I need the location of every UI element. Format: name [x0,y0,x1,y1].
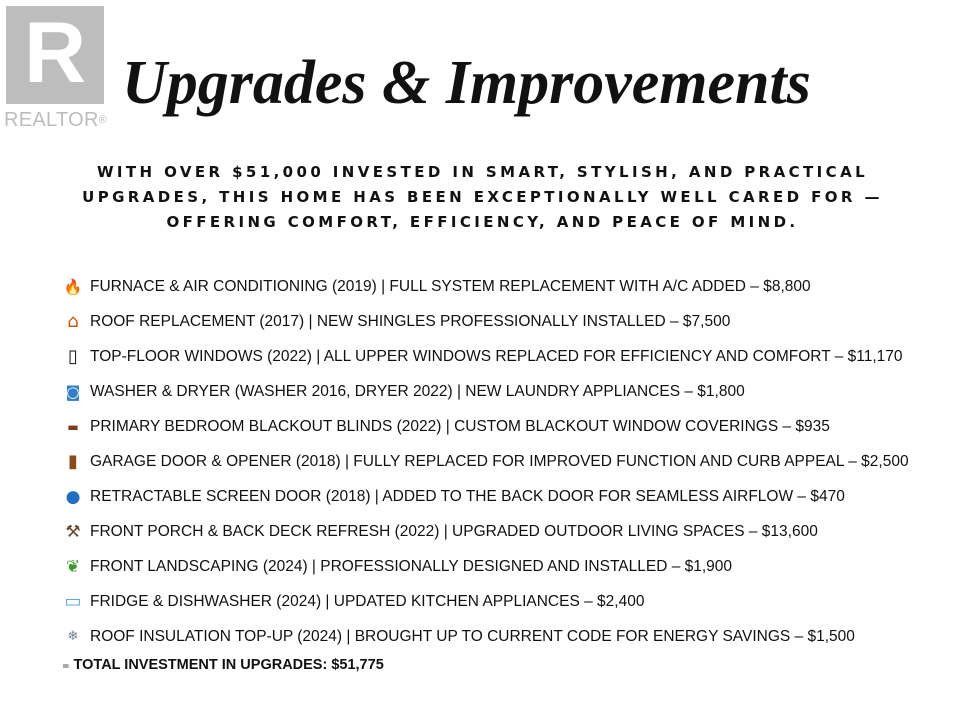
intro-text: WITH OVER $51,000 INVESTED IN SMART, STYLISH, AND PRACTICAL UPGRADES, THIS HOME HAS BEEN EXCEPTIONALLY WELL CARED FOR —OFFERING COMFORT, EFFICIENCY, AND PEACE OF MIND. [82,163,883,231]
door-icon: ▮ [68,450,78,472]
equals-icon: = [62,662,70,672]
list-item-text: WASHER & DRYER (WASHER 2016, DRYER 2022) | NEW LAUNDRY APPLIANCES – $1,800 [90,382,745,400]
realtor-logo-mark [6,6,104,104]
list-item-text: FRONT PORCH & BACK DECK REFRESH (2022) | UPGRADED OUTDOOR LIVING SPACES – $13,600 [90,522,818,540]
total-text: TOTAL INVESTMENT IN UPGRADES: $51,775 [73,657,384,673]
list-item [62,514,962,549]
hammer-icon: ⚒ [65,521,81,542]
list-item-text: ROOF REPLACEMENT (2017) | NEW SHINGLES PROFESSIONALLY INSTALLED – $7,500 [90,312,731,330]
snowflake-icon: ❄ [67,628,79,644]
list-item-text: TOP-FLOOR WINDOWS (2022) | ALL UPPER WINDOWS REPLACED FOR EFFICIENCY AND COMFORT – $11,170 [90,347,903,365]
list-item-text: FRONT LANDSCAPING (2024) | PROFESSIONALLY DESIGNED AND INSTALLED – $1,900 [90,557,733,575]
total-line [62,657,384,673]
list-item-text: RETRACTABLE SCREEN DOOR (2018) | ADDED TO THE BACK DOOR FOR SEAMLESS AIRFLOW – $470 [90,487,845,505]
list-item [62,269,962,304]
list-item [62,304,962,339]
registered-mark: ® [98,114,108,126]
list-item-text: GARAGE DOOR & OPENER (2018) | FULLY REPLACED FOR IMPROVED FUNCTION AND CURB APPEAL – $2,500 [90,452,909,470]
window-icon: ▯ [68,345,78,367]
list-item-text: FURNACE & AIR CONDITIONING (2019) | FULL SYSTEM REPLACEMENT WITH A/C ADDED – $8,800 [90,277,811,295]
realtor-logo-word-text: REALTOR [4,109,99,131]
list-item [62,479,962,514]
page-title: Upgrades & Improvements [122,49,811,117]
washing-machine-icon: ◙ [65,382,81,401]
list-item-text: FRIDGE & DISHWASHER (2024) | UPDATED KITCHEN APPLIANCES – $2,400 [90,592,645,610]
house-icon: ⌂ [67,310,79,332]
ice-cube-icon: ▭ [64,590,82,612]
realtor-logo-word [4,110,112,130]
droplet-icon: ● [65,486,81,507]
list-item-text: ROOF INSULATION TOP-UP (2024) | BROUGHT UP TO CURRENT CODE FOR ENERGY SAVINGS – $1,500 [90,627,855,645]
list-item [62,619,962,654]
list-item [62,409,962,444]
leaf-icon: ❦ [65,556,81,577]
realtor-logo-letter: R [23,5,87,101]
flame-icon: 🔥 [63,277,83,296]
list-item [62,444,962,479]
bed-icon: ▬ [67,419,79,434]
list-item [62,549,962,584]
realtor-logo [4,6,112,130]
upgrades-list [62,269,962,654]
list-item-text: PRIMARY BEDROOM BLACKOUT BLINDS (2022) | CUSTOM BLACKOUT WINDOW COVERINGS – $935 [90,417,830,435]
list-item [62,374,962,409]
list-item [62,584,962,619]
list-item [62,339,962,374]
